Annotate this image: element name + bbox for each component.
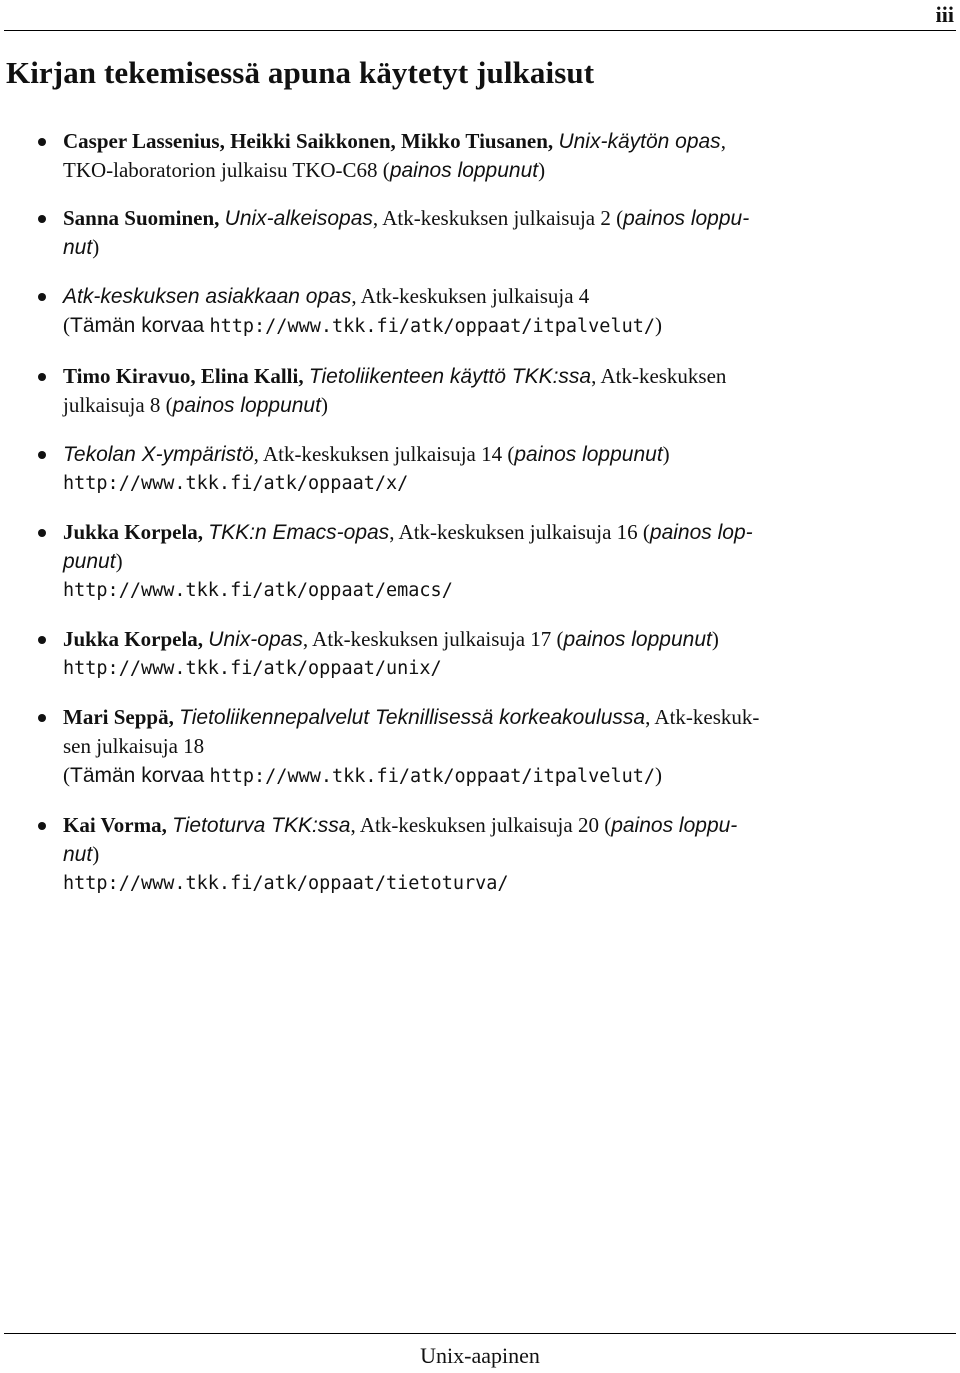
publication-details: julkaisuja 8 (	[63, 393, 173, 417]
publication-details: , Atk-keskuksen julkaisuja 20 (	[350, 813, 612, 837]
list-item	[0, 127, 960, 185]
page-number: iii	[935, 2, 954, 27]
replaced-by-note: Tämän korvaa	[70, 764, 205, 787]
list-item	[0, 204, 960, 262]
publication-details: , Atk-keskuksen julkaisuja 16 (	[389, 520, 650, 544]
url-link[interactable]: http://www.tkk.fi/atk/oppaat/unix/	[63, 658, 442, 679]
publication-details: , Atk-keskuk-	[645, 705, 760, 729]
list-item	[0, 440, 960, 498]
publication-details: , Atk-keskuksen	[591, 364, 727, 388]
bullet-icon	[38, 373, 46, 381]
paren: (	[63, 763, 70, 787]
list-item	[0, 703, 960, 791]
authors: Jukka Korpela,	[63, 520, 204, 544]
footer-rule	[4, 1333, 956, 1334]
url-link[interactable]: http://www.tkk.fi/atk/oppaat/itpalvelut/	[209, 316, 656, 337]
bullet-icon	[38, 714, 46, 722]
edition-note: painos loppunut	[389, 159, 539, 182]
list-item	[0, 282, 960, 341]
url-link[interactable]: http://www.tkk.fi/atk/oppaat/x/	[63, 473, 409, 494]
edition-note: nut	[63, 843, 93, 866]
publication-details: ,	[720, 129, 726, 153]
bullet-icon	[38, 138, 46, 146]
paren: )	[662, 442, 670, 466]
url-link[interactable]: http://www.tkk.fi/atk/oppaat/tietoturva/	[63, 873, 509, 894]
publication-details: , Atk-keskuksen julkaisuja 17 (	[302, 627, 564, 651]
authors: Mari Seppä,	[63, 705, 174, 729]
authors: Jukka Korpela,	[63, 627, 204, 651]
edition-note: painos loppu-	[611, 814, 738, 837]
authors: Casper Lassenius, Heikki Saikkonen, Mikko Tiusanen,	[63, 129, 554, 153]
edition-note: painos lop-	[649, 521, 753, 544]
footer-title: Unix-aapinen	[420, 1343, 540, 1368]
paren: )	[711, 627, 719, 651]
publication-title: Unix-käytön opas	[558, 130, 721, 153]
paren: (	[63, 313, 70, 337]
publication-details: TKO-laboratorion julkaisu TKO-C68 (	[63, 158, 390, 182]
replaced-by-note: Tämän korvaa	[70, 314, 205, 337]
paren: )	[655, 313, 663, 337]
publication-title: Tietoturva TKK:ssa	[172, 814, 351, 837]
authors: Sanna Suominen,	[63, 206, 220, 230]
publication-title: Atk-keskuksen asiakkaan opas	[63, 285, 352, 308]
bullet-icon	[38, 293, 46, 301]
edition-note: painos loppunut	[514, 443, 663, 466]
publication-title: TKK:n Emacs-opas	[208, 521, 390, 544]
publication-title: Tekolan X-ympäristö	[63, 443, 254, 466]
edition-note: painos loppu-	[623, 207, 750, 230]
authors: Timo Kiravuo, Elina Kalli,	[63, 364, 304, 388]
list-item	[0, 625, 960, 683]
paren: )	[115, 549, 123, 573]
publication-details: , Atk-keskuksen julkaisuja 14 (	[253, 442, 515, 466]
bullet-icon	[38, 451, 46, 459]
list-item	[0, 518, 960, 605]
header-rule	[4, 30, 956, 31]
authors: Kai Vorma,	[63, 813, 167, 837]
publication-details: , Atk-keskuksen julkaisuja 2 (	[372, 206, 624, 230]
list-item	[0, 811, 960, 898]
bullet-icon	[38, 636, 46, 644]
bullet-icon	[38, 529, 46, 537]
publication-title: Tietoliikenteen käyttö TKK:ssa	[308, 365, 592, 388]
edition-note: painos loppunut	[172, 394, 321, 417]
edition-note: punut	[63, 550, 116, 573]
bullet-icon	[38, 822, 46, 830]
list-item	[0, 362, 960, 420]
url-link[interactable]: http://www.tkk.fi/atk/oppaat/itpalvelut/	[209, 766, 656, 787]
edition-note: painos loppunut	[563, 628, 712, 651]
publication-list	[0, 127, 960, 898]
page-title: Kirjan tekemisessä apuna käytetyt julkaisut	[6, 55, 595, 90]
publication-title: Unix-opas	[208, 628, 303, 651]
publication-details: , Atk-keskuksen julkaisuja 4	[351, 284, 590, 308]
paren: )	[538, 158, 546, 182]
publication-title: Tietoliikennepalvelut Teknillisessä korkeakoulussa	[179, 706, 646, 729]
paren: )	[92, 235, 100, 259]
paren: )	[655, 763, 663, 787]
bullet-icon	[38, 215, 46, 223]
paren: )	[92, 842, 100, 866]
publication-details: sen julkaisuja 18	[63, 734, 205, 758]
edition-note: nut	[63, 236, 93, 259]
url-link[interactable]: http://www.tkk.fi/atk/oppaat/emacs/	[63, 580, 453, 601]
paren: )	[320, 393, 328, 417]
publication-title: Unix-alkeisopas	[224, 207, 373, 230]
